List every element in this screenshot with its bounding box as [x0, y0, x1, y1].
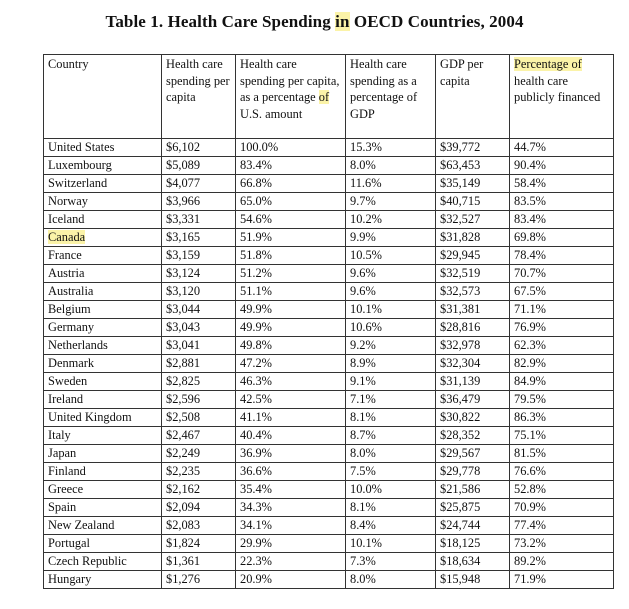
table-row	[44, 463, 614, 481]
header-row	[44, 55, 614, 139]
cell-pct-us: 65.0%	[236, 193, 346, 211]
cell-spending: $3,041	[162, 337, 236, 355]
cell-spending: $3,165	[162, 229, 236, 247]
cell-pct-us: 49.9%	[236, 301, 346, 319]
cell-public: 83.4%	[510, 211, 614, 229]
cell-gdp: $29,567	[436, 445, 510, 463]
cell-gdp: $18,634	[436, 553, 510, 571]
cell-country: Hungary	[44, 571, 162, 589]
cell-gdp: $24,744	[436, 517, 510, 535]
table-row	[44, 481, 614, 499]
cell-country: United Kingdom	[44, 409, 162, 427]
cell-pct-gdp: 8.0%	[346, 571, 436, 589]
table-row	[44, 319, 614, 337]
cell-spending: $6,102	[162, 139, 236, 157]
cell-spending: $2,881	[162, 355, 236, 373]
cell-country: Germany	[44, 319, 162, 337]
cell-public: 70.9%	[510, 499, 614, 517]
cell-pct-us: 22.3%	[236, 553, 346, 571]
table-row	[44, 193, 614, 211]
cell-spending: $1,361	[162, 553, 236, 571]
cell-country: Czech Republic	[44, 553, 162, 571]
cell-public: 76.6%	[510, 463, 614, 481]
cell-spending: $2,508	[162, 409, 236, 427]
cell-pct-gdp: 11.6%	[346, 175, 436, 193]
cell-country: Ireland	[44, 391, 162, 409]
cell-gdp: $31,828	[436, 229, 510, 247]
cell-pct-gdp: 9.7%	[346, 193, 436, 211]
table-row	[44, 517, 614, 535]
cell-gdp: $28,352	[436, 427, 510, 445]
table-row	[44, 499, 614, 517]
cell-country: New Zealand	[44, 517, 162, 535]
cell-country: Belgium	[44, 301, 162, 319]
cell-gdp: $30,822	[436, 409, 510, 427]
cell-spending: $1,276	[162, 571, 236, 589]
table-row	[44, 229, 614, 247]
cell-pct-us: 34.3%	[236, 499, 346, 517]
table-row	[44, 445, 614, 463]
cell-gdp: $29,778	[436, 463, 510, 481]
cell-spending: $2,094	[162, 499, 236, 517]
cell-pct-us: 35.4%	[236, 481, 346, 499]
cell-gdp: $32,527	[436, 211, 510, 229]
table-row	[44, 391, 614, 409]
cell-pct-us: 83.4%	[236, 157, 346, 175]
cell-public: 86.3%	[510, 409, 614, 427]
cell-gdp: $31,139	[436, 373, 510, 391]
cell-gdp: $40,715	[436, 193, 510, 211]
oecd-spending-table	[43, 54, 614, 589]
cell-spending: $3,043	[162, 319, 236, 337]
cell-pct-us: 54.6%	[236, 211, 346, 229]
cell-pct-gdp: 7.1%	[346, 391, 436, 409]
cell-spending: $5,089	[162, 157, 236, 175]
table-row	[44, 337, 614, 355]
table-title: Table 1. Health Care Spending in OECD Countries, 2004	[105, 12, 524, 31]
table-row	[44, 157, 614, 175]
table-row	[44, 283, 614, 301]
cell-public: 71.9%	[510, 571, 614, 589]
cell-spending: $3,044	[162, 301, 236, 319]
cell-gdp: $35,149	[436, 175, 510, 193]
cell-pct-us: 46.3%	[236, 373, 346, 391]
cell-pct-us: 36.9%	[236, 445, 346, 463]
cell-pct-us: 34.1%	[236, 517, 346, 535]
cell-pct-us: 36.6%	[236, 463, 346, 481]
cell-spending: $3,124	[162, 265, 236, 283]
cell-pct-gdp: 8.9%	[346, 355, 436, 373]
table-row	[44, 571, 614, 589]
cell-pct-us: 66.8%	[236, 175, 346, 193]
cell-pct-us: 49.9%	[236, 319, 346, 337]
cell-gdp: $25,875	[436, 499, 510, 517]
cell-gdp: $29,945	[436, 247, 510, 265]
cell-country: Sweden	[44, 373, 162, 391]
cell-country: Greece	[44, 481, 162, 499]
table-row	[44, 535, 614, 553]
cell-pct-us: 29.9%	[236, 535, 346, 553]
col-header-pct-us: Health care spending per capita, as a percentage of U.S. amount	[236, 55, 346, 139]
cell-public: 73.2%	[510, 535, 614, 553]
cell-gdp: $28,816	[436, 319, 510, 337]
table-row	[44, 355, 614, 373]
cell-pct-gdp: 10.0%	[346, 481, 436, 499]
highlighted-country: Canada	[48, 230, 86, 244]
cell-spending: $2,249	[162, 445, 236, 463]
cell-pct-gdp: 7.5%	[346, 463, 436, 481]
cell-gdp: $32,573	[436, 283, 510, 301]
cell-pct-gdp: 10.6%	[346, 319, 436, 337]
cell-spending: $1,824	[162, 535, 236, 553]
cell-public: 52.8%	[510, 481, 614, 499]
cell-public: 76.9%	[510, 319, 614, 337]
cell-gdp: $15,948	[436, 571, 510, 589]
cell-country: Austria	[44, 265, 162, 283]
table-row	[44, 301, 614, 319]
cell-pct-us: 51.1%	[236, 283, 346, 301]
cell-gdp: $32,519	[436, 265, 510, 283]
cell-pct-us: 49.8%	[236, 337, 346, 355]
cell-country: France	[44, 247, 162, 265]
table-row	[44, 409, 614, 427]
highlighted-word: of	[318, 90, 330, 104]
cell-pct-gdp: 8.0%	[346, 157, 436, 175]
cell-country: Finland	[44, 463, 162, 481]
cell-public: 84.9%	[510, 373, 614, 391]
table-row	[44, 427, 614, 445]
cell-public: 71.1%	[510, 301, 614, 319]
cell-public: 70.7%	[510, 265, 614, 283]
cell-spending: $3,331	[162, 211, 236, 229]
cell-country: Netherlands	[44, 337, 162, 355]
cell-pct-gdp: 10.1%	[346, 535, 436, 553]
cell-country: Japan	[44, 445, 162, 463]
cell-country: Iceland	[44, 211, 162, 229]
table-row	[44, 175, 614, 193]
cell-pct-gdp: 15.3%	[346, 139, 436, 157]
cell-spending: $3,966	[162, 193, 236, 211]
cell-pct-gdp: 9.1%	[346, 373, 436, 391]
cell-spending: $3,159	[162, 247, 236, 265]
cell-public: 79.5%	[510, 391, 614, 409]
cell-pct-gdp: 10.2%	[346, 211, 436, 229]
col-header-country: Country	[44, 55, 162, 139]
cell-gdp: $32,304	[436, 355, 510, 373]
cell-spending: $2,596	[162, 391, 236, 409]
cell-pct-gdp: 8.1%	[346, 409, 436, 427]
col-header-public: Percentage of health care publicly financed	[510, 55, 614, 139]
cell-gdp: $31,381	[436, 301, 510, 319]
cell-gdp: $21,586	[436, 481, 510, 499]
cell-pct-gdp: 9.6%	[346, 265, 436, 283]
table-body	[44, 139, 614, 589]
cell-spending: $4,077	[162, 175, 236, 193]
table-row	[44, 265, 614, 283]
cell-pct-us: 20.9%	[236, 571, 346, 589]
cell-public: 77.4%	[510, 517, 614, 535]
cell-pct-us: 40.4%	[236, 427, 346, 445]
cell-pct-us: 42.5%	[236, 391, 346, 409]
cell-pct-us: 51.9%	[236, 229, 346, 247]
cell-public: 62.3%	[510, 337, 614, 355]
col-header-spending: Health care spending per capita	[162, 55, 236, 139]
cell-pct-gdp: 8.4%	[346, 517, 436, 535]
cell-pct-us: 100.0%	[236, 139, 346, 157]
cell-spending: $2,162	[162, 481, 236, 499]
cell-pct-us: 41.1%	[236, 409, 346, 427]
cell-spending: $2,235	[162, 463, 236, 481]
cell-public: 83.5%	[510, 193, 614, 211]
cell-public: 75.1%	[510, 427, 614, 445]
cell-country: Norway	[44, 193, 162, 211]
table-row	[44, 553, 614, 571]
cell-pct-gdp: 8.7%	[346, 427, 436, 445]
cell-public: 90.4%	[510, 157, 614, 175]
cell-pct-gdp: 10.5%	[346, 247, 436, 265]
cell-public: 69.8%	[510, 229, 614, 247]
cell-gdp: $18,125	[436, 535, 510, 553]
cell-public: 82.9%	[510, 355, 614, 373]
cell-gdp: $39,772	[436, 139, 510, 157]
cell-pct-us: 51.2%	[236, 265, 346, 283]
highlighted-word: in	[335, 12, 350, 31]
table-row	[44, 247, 614, 265]
cell-public: 78.4%	[510, 247, 614, 265]
cell-country: Denmark	[44, 355, 162, 373]
cell-country: Portugal	[44, 535, 162, 553]
cell-pct-us: 51.8%	[236, 247, 346, 265]
cell-country: Italy	[44, 427, 162, 445]
cell-country: Spain	[44, 499, 162, 517]
cell-pct-us: 47.2%	[236, 355, 346, 373]
cell-gdp: $63,453	[436, 157, 510, 175]
cell-pct-gdp: 9.2%	[346, 337, 436, 355]
cell-country	[44, 229, 162, 247]
cell-public: 44.7%	[510, 139, 614, 157]
cell-country: Switzerland	[44, 175, 162, 193]
cell-country: Luxembourg	[44, 157, 162, 175]
cell-gdp: $36,479	[436, 391, 510, 409]
table-row	[44, 373, 614, 391]
cell-pct-gdp: 9.9%	[346, 229, 436, 247]
cell-public: 58.4%	[510, 175, 614, 193]
cell-country: Australia	[44, 283, 162, 301]
col-header-pct-gdp: Health care spending as a percentage of GDP	[346, 55, 436, 139]
cell-public: 81.5%	[510, 445, 614, 463]
cell-pct-gdp: 8.1%	[346, 499, 436, 517]
cell-public: 89.2%	[510, 553, 614, 571]
cell-pct-gdp: 7.3%	[346, 553, 436, 571]
cell-spending: $2,825	[162, 373, 236, 391]
cell-spending: $3,120	[162, 283, 236, 301]
table-row	[44, 211, 614, 229]
cell-public: 67.5%	[510, 283, 614, 301]
cell-country: United States	[44, 139, 162, 157]
cell-spending: $2,083	[162, 517, 236, 535]
cell-pct-gdp: 10.1%	[346, 301, 436, 319]
cell-pct-gdp: 8.0%	[346, 445, 436, 463]
col-header-gdp: GDP per capita	[436, 55, 510, 139]
cell-spending: $2,467	[162, 427, 236, 445]
cell-pct-gdp: 9.6%	[346, 283, 436, 301]
cell-gdp: $32,978	[436, 337, 510, 355]
table-row	[44, 139, 614, 157]
highlighted-word: Percentage of	[514, 57, 582, 71]
